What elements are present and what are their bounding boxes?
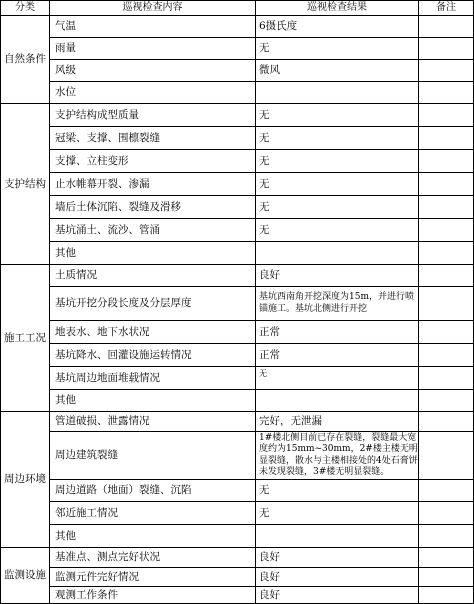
item-cell: 风级 [50,60,256,82]
result-cell: 无 [256,367,419,390]
note-cell [419,321,474,344]
result-cell: 良好 [256,587,419,604]
item-cell: 其他 [50,390,256,412]
item-cell: 基坑降水、回灌设施运转情况 [50,344,256,367]
item-cell: 气温 [50,16,256,38]
table-row [1,480,474,502]
header-result: 巡视检查结果 [256,1,419,16]
note-cell [419,548,474,568]
result-cell: 无 [256,127,419,150]
note-cell [419,432,474,480]
table-row [1,502,474,525]
note-cell [419,60,474,82]
result-cell: 正常 [256,344,419,367]
item-cell: 其他 [50,525,256,548]
result-cell: 无 [256,196,419,219]
header-note: 备注 [419,1,474,16]
result-cell: 良好 [256,265,419,287]
table-row [1,265,474,287]
table-row [1,60,474,82]
table-row [1,287,474,321]
result-cell [256,390,419,412]
result-cell [256,525,419,548]
table-row [1,321,474,344]
result-cell: 良好 [256,568,419,587]
note-cell [419,480,474,502]
result-cell: 6摄氏度 [256,16,419,38]
note-cell [419,173,474,196]
result-cell: 良好 [256,548,419,568]
table-row [1,587,474,604]
item-cell: 周边建筑裂缝 [50,432,256,480]
note-cell [419,390,474,412]
table-row [1,16,474,38]
result-cell: 正常 [256,321,419,344]
result-cell: 1#楼北侧目前已存在裂缝，裂缝最大宽度约为15mm~30mm，2#楼主楼无明显裂缝，散水与主楼相接处的4处石膏饼未发现裂缝，3#楼无明显裂缝。 [256,432,419,480]
table-row [1,127,474,150]
note-cell [419,38,474,60]
category-cell: 监测设施 [1,548,50,604]
item-cell: 监测元件完好情况 [50,568,256,587]
result-cell: 微风 [256,60,419,82]
item-cell: 支护结构成型质量 [50,104,256,127]
table-row [1,196,474,219]
header-category: 分类 [1,1,50,16]
header-content: 巡视检查内容 [50,1,256,16]
table-row [1,548,474,568]
item-cell: 地表水、地下水状况 [50,321,256,344]
item-cell: 土质情况 [50,265,256,287]
note-cell [419,568,474,587]
result-cell [256,242,419,265]
note-cell [419,265,474,287]
item-cell: 冠梁、支撑、围檩裂缝 [50,127,256,150]
note-cell [419,367,474,390]
note-cell [419,127,474,150]
item-cell: 基准点、测点完好状况 [50,548,256,568]
note-cell [419,344,474,367]
item-cell: 基坑开挖分段长度及分层厚度 [50,287,256,321]
category-cell: 支护结构 [1,104,50,265]
item-cell: 管道破损、泄露情况 [50,412,256,432]
result-cell: 无 [256,150,419,173]
table-row [1,367,474,390]
result-cell: 无 [256,480,419,502]
table-row [1,344,474,367]
item-cell: 水位 [50,82,256,104]
note-cell [419,104,474,127]
item-cell: 基坑涌土、流沙、管涌 [50,219,256,242]
result-cell [256,82,419,104]
table-row [1,242,474,265]
note-cell [419,412,474,432]
note-cell [419,219,474,242]
table-row [1,150,474,173]
note-cell [419,287,474,321]
header-row [1,1,474,16]
item-cell: 其他 [50,242,256,265]
item-cell: 墙后土体沉陷、裂缝及滑移 [50,196,256,219]
note-cell [419,587,474,604]
note-cell [419,242,474,265]
result-cell: 无 [256,502,419,525]
result-cell: 基坑西南角开挖深度为15m，并进行喷锚施工。基坑北侧进行开挖 [256,287,419,321]
table-row [1,525,474,548]
result-cell: 无 [256,173,419,196]
table-row [1,82,474,104]
category-cell: 周边环境 [1,412,50,548]
table-row [1,432,474,480]
item-cell: 止水帷幕开裂、渗漏 [50,173,256,196]
category-cell: 施工工况 [1,265,50,412]
item-cell: 邻近施工情况 [50,502,256,525]
table-row [1,568,474,587]
category-cell: 自然条件 [1,16,50,104]
result-cell: 无 [256,104,419,127]
item-cell: 基坑周边地面堆载情况 [50,367,256,390]
note-cell [419,525,474,548]
result-cell: 无 [256,38,419,60]
table-row [1,173,474,196]
table-row [1,390,474,412]
table-row [1,38,474,60]
item-cell: 周边道路（地面）裂缝、沉陷 [50,480,256,502]
note-cell [419,82,474,104]
table-row [1,219,474,242]
result-cell: 无 [256,219,419,242]
note-cell [419,196,474,219]
note-cell [419,502,474,525]
result-cell: 完好，无泄漏 [256,412,419,432]
note-cell [419,150,474,173]
note-cell [419,16,474,38]
item-cell: 支撑、立柱变形 [50,150,256,173]
table-row [1,412,474,432]
item-cell: 雨量 [50,38,256,60]
item-cell: 观测工作条件 [50,587,256,604]
table-row [1,104,474,127]
